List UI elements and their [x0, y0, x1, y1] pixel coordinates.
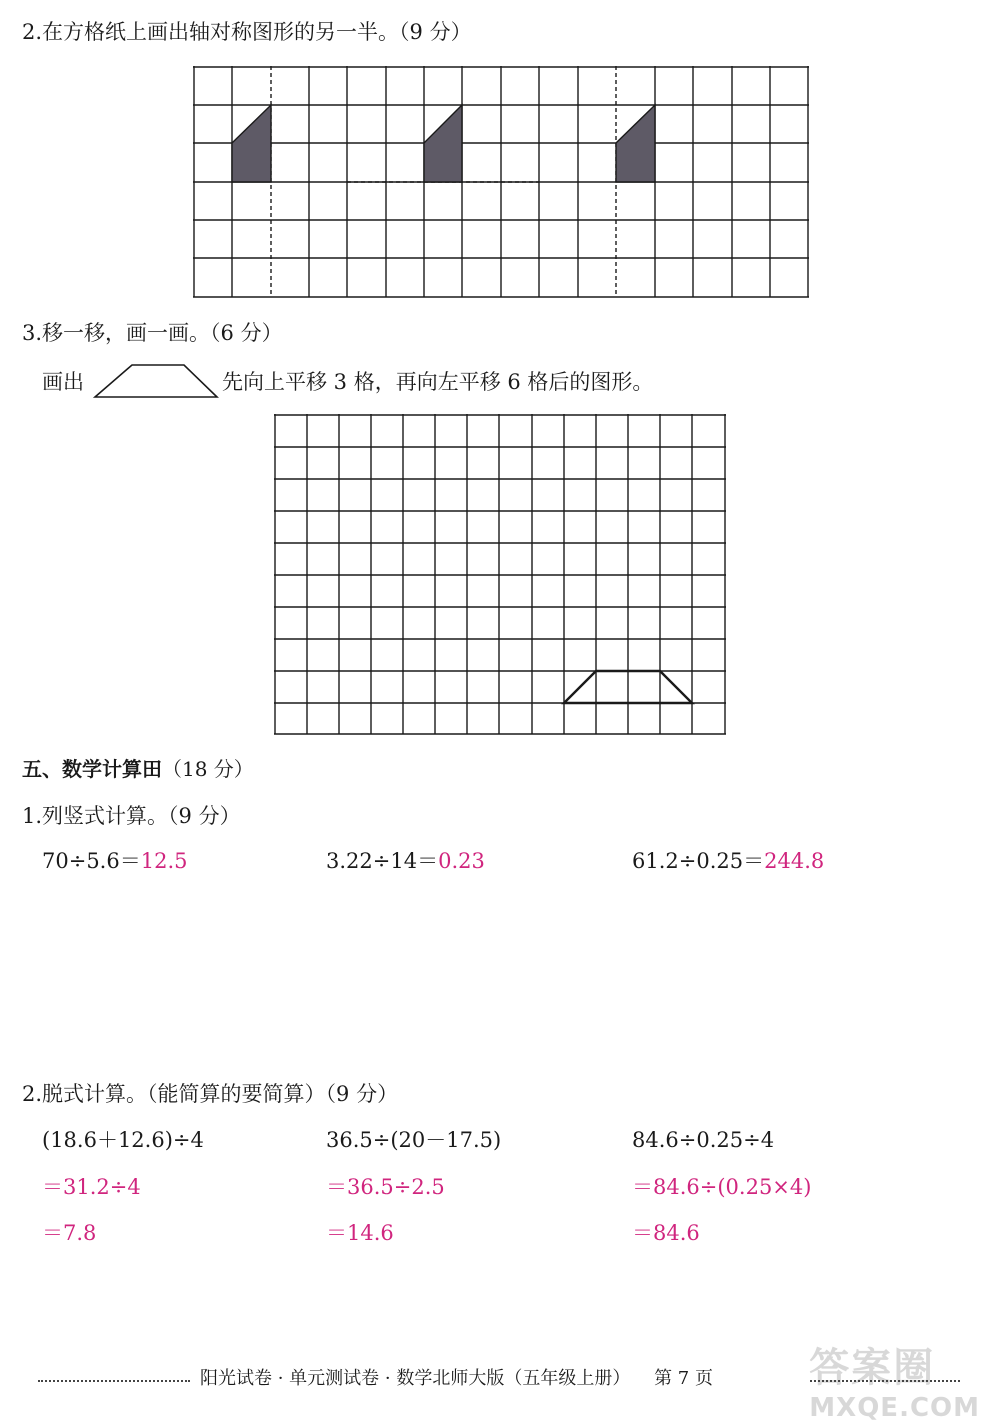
trapezoid-icon: [92, 362, 220, 400]
stepwise-step2-1: ＝7.8: [42, 1221, 97, 1245]
footer-dots-right: [810, 1380, 960, 1382]
stepwise-step1-2: ＝36.5÷2.5: [326, 1175, 445, 1199]
half-shape-2: [424, 105, 462, 182]
vertical-problem-1: [42, 851, 187, 872]
q3-instruction: 先向上平移 3 格，再向左平移 6 格后的图形。: [222, 370, 654, 394]
problem-expr: 61.2÷0.25＝: [632, 849, 765, 873]
watermark-logo: 答案圈: [809, 1345, 936, 1391]
section-heading-points: （18 分）: [162, 757, 254, 781]
stepwise-expr-2: 36.5÷(20－17.5): [326, 1128, 502, 1152]
q3-title: 3.移一移，画一画。（6 分）: [22, 321, 283, 345]
stepwise-step1-3: ＝84.6÷(0.25×4): [632, 1175, 812, 1199]
problem-answer: 12.5: [140, 849, 188, 873]
footer-title: 阳光试卷 · 单元测试卷 · 数学北师大版（五年级上册）: [200, 1368, 631, 1389]
footer-page: 第 7 页: [654, 1368, 713, 1389]
stepwise-expr-1: (18.6＋12.6)÷4: [42, 1128, 204, 1152]
q2-title: 2.在方格纸上画出轴对称图形的另一半。（9 分）: [22, 20, 472, 44]
vertical-problem-3: [632, 851, 824, 872]
half-shape-1: [232, 105, 271, 182]
section-heading-label: 五、数学计算田: [22, 757, 162, 781]
footer-dots-left: [38, 1380, 190, 1382]
problem-answer: 244.8: [764, 849, 825, 873]
stepwise-step2-3: ＝84.6: [632, 1221, 700, 1245]
q3-prefix: 画出: [42, 370, 84, 394]
section-heading: [22, 759, 254, 780]
problem-expr: 3.22÷14＝: [326, 849, 439, 873]
vertical-problem-2: [326, 851, 485, 872]
vertical-calc-title: 1.列竖式计算。（9 分）: [22, 804, 241, 828]
stepwise-step1-1: ＝31.2÷4: [42, 1175, 141, 1199]
stepwise-expr-3: 84.6÷0.25÷4: [632, 1128, 775, 1152]
translation-grid: [274, 414, 729, 737]
symmetry-grid: [193, 66, 811, 300]
half-shape-3: [616, 105, 655, 182]
stepwise-step2-2: ＝14.6: [326, 1221, 394, 1245]
footer-text: [200, 1370, 713, 1388]
watermark-url: MXQE.COM: [809, 1393, 980, 1423]
problem-answer: 0.23: [438, 849, 485, 873]
problem-expr: 70÷5.6＝: [42, 849, 141, 873]
stepwise-calc-title: 2.脱式计算。（能简算的要简算）（9 分）: [22, 1082, 399, 1106]
